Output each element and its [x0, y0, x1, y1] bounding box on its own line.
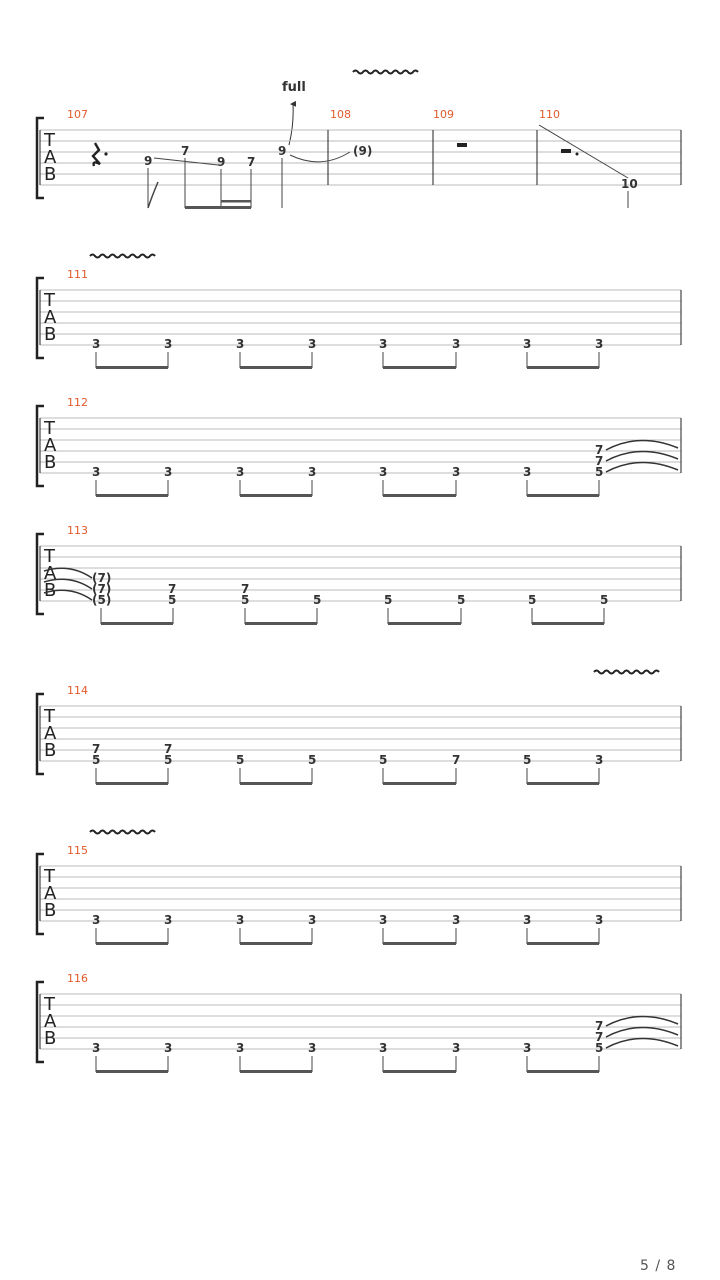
fret-number: 9: [278, 144, 287, 158]
barlines: [40, 866, 681, 921]
fret-number: 3: [164, 913, 173, 927]
fret-number: (7): [92, 582, 112, 596]
fret-number: 3: [92, 337, 101, 351]
tie-arcs: [606, 440, 678, 472]
fret-number: 3: [523, 337, 532, 351]
fret-number: 5: [168, 593, 177, 607]
tab-letter-a: A: [44, 883, 57, 904]
fret-number: 5: [379, 753, 388, 767]
fret-number: 5: [528, 593, 537, 607]
staff-lines: [40, 418, 681, 473]
barlines: [40, 546, 681, 601]
fret-number: 7: [241, 582, 250, 596]
note-stems: [96, 480, 599, 496]
measure-number: 114: [67, 684, 88, 697]
fret-number: 5: [384, 593, 393, 607]
fret-number: 7: [595, 1019, 604, 1033]
fret-number: 9: [217, 155, 226, 169]
fret-number: 3: [595, 913, 604, 927]
measure-number: 111: [67, 268, 88, 281]
fret-number: 3: [236, 465, 245, 479]
fret-number: 3: [236, 337, 245, 351]
fret-number: 3: [379, 465, 388, 479]
system-4: [37, 524, 681, 625]
half-rest: [561, 149, 571, 153]
tab-letter-b: B: [44, 740, 57, 761]
barlines: [40, 290, 681, 345]
barlines: [40, 418, 681, 473]
tie-arcs: [606, 1016, 678, 1048]
system-5: [37, 671, 681, 786]
fret-number: 3: [595, 753, 604, 767]
measure-number: 116: [67, 972, 88, 985]
fret-number: 5: [164, 753, 173, 767]
staff-lines: [40, 994, 681, 1049]
system-1: [37, 71, 681, 210]
fret-number: 3: [308, 337, 317, 351]
fret-number: (7): [92, 571, 112, 585]
tab-letter-t: T: [44, 866, 55, 887]
measure-number: 115: [67, 844, 88, 857]
fret-number: 3: [379, 337, 388, 351]
beams: [96, 782, 599, 785]
fret-number: 3: [595, 337, 604, 351]
tab-letter-a: A: [44, 563, 57, 584]
bend-arrow: [289, 104, 293, 145]
beams: [96, 1070, 599, 1073]
fret-number: 7: [595, 454, 604, 468]
tab-letter-t: T: [44, 290, 55, 311]
tab-letter-t: T: [44, 418, 55, 439]
rest-dot: [576, 153, 579, 156]
fret-number: 3: [92, 1041, 101, 1055]
note-stems: [96, 1056, 599, 1072]
fret-number: 5: [523, 753, 532, 767]
slide-line: [154, 158, 218, 165]
measure-number: 113: [67, 524, 88, 537]
beams: [96, 366, 599, 369]
fret-number: 3: [523, 913, 532, 927]
fret-number: 5: [457, 593, 466, 607]
fret-number: 5: [595, 465, 604, 479]
tab-letter-a: A: [44, 723, 57, 744]
fret-number: 3: [452, 913, 461, 927]
half-rest: [457, 143, 467, 147]
fret-number: 5: [92, 753, 101, 767]
tab-letter-b: B: [44, 452, 57, 473]
beam: [221, 200, 251, 203]
fret-number: 5: [313, 593, 322, 607]
fret-number: (9): [353, 144, 373, 158]
measure-number: 112: [67, 396, 88, 409]
tab-letter-t: T: [44, 546, 55, 567]
tab-letter-b: B: [44, 164, 57, 185]
tab-letter-a: A: [44, 307, 57, 328]
fret-number: 3: [452, 1041, 461, 1055]
fret-number: 5: [236, 753, 245, 767]
vibrato-mark: [90, 255, 155, 258]
bend-label: full: [282, 80, 306, 95]
tab-letter-a: A: [44, 435, 57, 456]
tab-letter-a: A: [44, 1011, 57, 1032]
barlines: [40, 994, 681, 1049]
fret-number: 3: [308, 913, 317, 927]
fret-number: 3: [523, 465, 532, 479]
vibrato-mark: [353, 71, 418, 74]
fret-number: (5): [92, 593, 112, 607]
fret-number: 7: [595, 443, 604, 457]
staff-lines: [40, 290, 681, 345]
staff-lines: [40, 706, 681, 761]
quarter-rest: [93, 143, 100, 166]
tab-letter-b: B: [44, 1028, 57, 1049]
tab-letter-t: T: [44, 994, 55, 1015]
fret-number: 5: [600, 593, 609, 607]
fret-number: 3: [164, 337, 173, 351]
fret-number: 3: [236, 1041, 245, 1055]
tab-letter-a: A: [44, 147, 57, 168]
note-flag: [148, 182, 158, 208]
beam: [185, 206, 251, 209]
tab-letter-b: B: [44, 324, 57, 345]
fret-number: 3: [379, 913, 388, 927]
fret-number: 10: [621, 177, 638, 191]
fret-number: 3: [92, 465, 101, 479]
page-indicator: 5 / 8: [640, 1258, 677, 1274]
fret-number: 3: [164, 1041, 173, 1055]
fret-number: 7: [92, 742, 101, 756]
note-stems: [96, 928, 599, 944]
note-stems: [96, 768, 599, 784]
beams: [96, 494, 599, 497]
system-6: [37, 831, 681, 946]
fret-number: 3: [379, 1041, 388, 1055]
system-2: [37, 255, 681, 370]
vibrato-mark: [90, 831, 155, 834]
tab-letter-b: B: [44, 900, 57, 921]
tab-letter-t: T: [44, 130, 55, 151]
measure-number: 108: [330, 108, 351, 121]
beams: [96, 942, 599, 945]
barlines: [40, 706, 681, 761]
fret-number: 3: [308, 1041, 317, 1055]
tab-letter-b: B: [44, 580, 57, 601]
fret-number: 7: [247, 155, 256, 169]
fret-number: 3: [92, 913, 101, 927]
fret-number: 5: [595, 1041, 604, 1055]
fret-number: 7: [164, 742, 173, 756]
fret-number: 7: [595, 1030, 604, 1044]
fret-number: 5: [308, 753, 317, 767]
tie-arc: [290, 152, 350, 162]
fret-number: 7: [168, 582, 177, 596]
fret-number: 3: [236, 913, 245, 927]
note-stems: [101, 608, 604, 624]
beams: [101, 622, 604, 625]
measure-number: 107: [67, 108, 88, 121]
measure-number: 109: [433, 108, 454, 121]
fret-number: 7: [452, 753, 461, 767]
staff-lines: [40, 866, 681, 921]
measure-number: 110: [539, 108, 560, 121]
fret-number: 3: [523, 1041, 532, 1055]
tab-letter-t: T: [44, 706, 55, 727]
system-3: [37, 396, 681, 497]
note-stems: [96, 352, 599, 368]
staff-lines: [40, 546, 681, 601]
fret-number: 7: [181, 144, 190, 158]
fret-number: 3: [452, 337, 461, 351]
fret-number: 3: [452, 465, 461, 479]
system-7: [37, 972, 681, 1073]
fret-number: 3: [164, 465, 173, 479]
vibrato-mark: [594, 671, 659, 674]
rest-dot: [104, 152, 107, 155]
fret-number: 3: [308, 465, 317, 479]
fret-number: 5: [241, 593, 250, 607]
fret-number: 9: [144, 154, 153, 168]
